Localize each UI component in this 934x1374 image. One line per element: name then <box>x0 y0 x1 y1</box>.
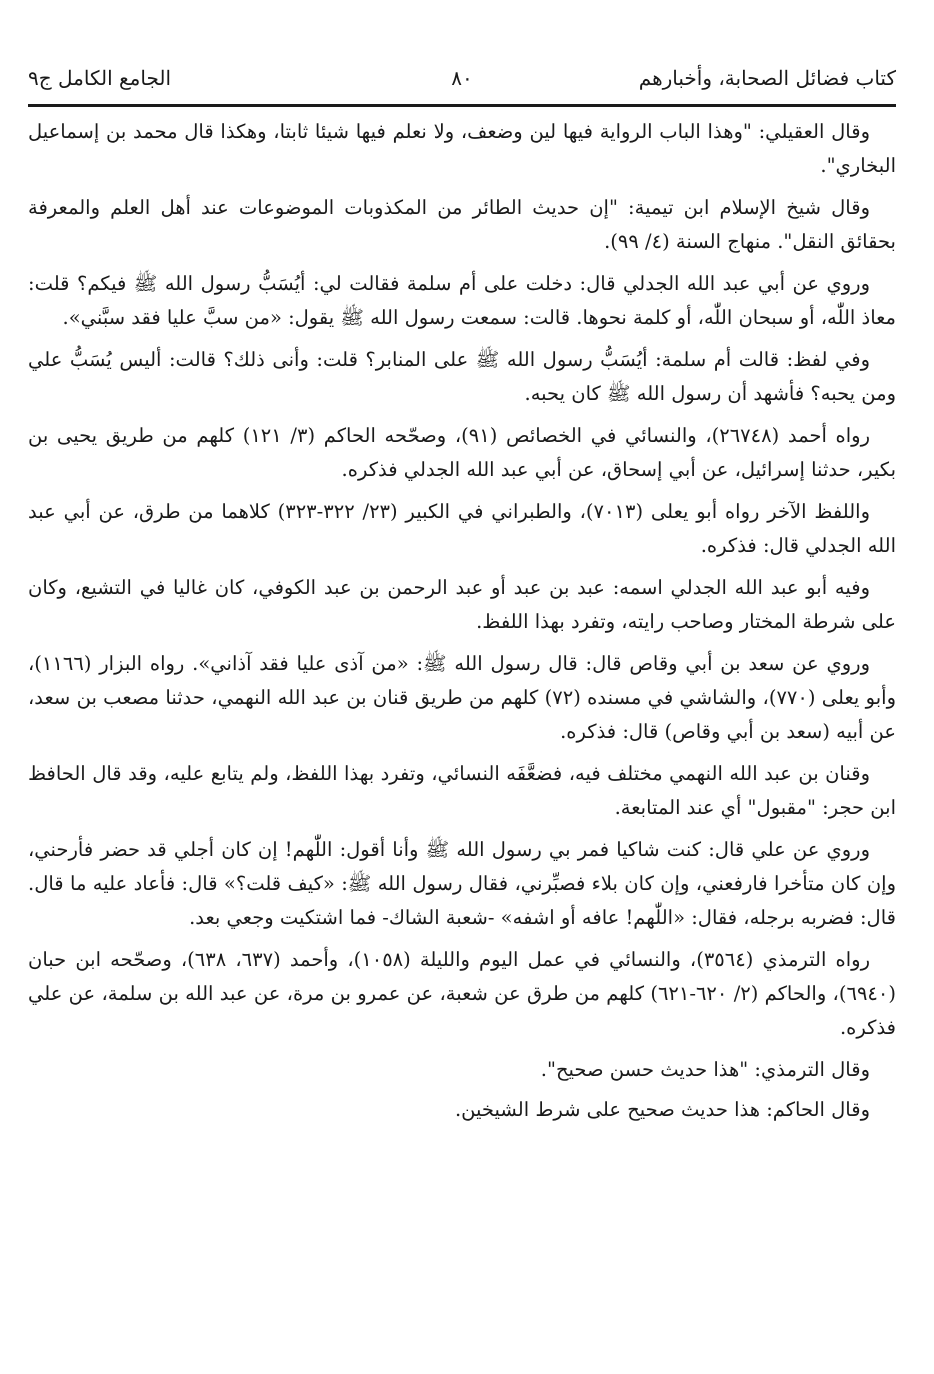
page-number: ٨٠ <box>451 66 473 90</box>
paragraph-9: وقنان بن عبد الله النهمي مختلف فيه، فضعَّفَه النسائي، وتفرد بهذا اللفظ، ولم يتابع عليه، وقد قال الحافظ ابن حجر: "مقبول" أي عند المتابعة. <box>28 762 896 819</box>
page-body <box>28 107 896 1127</box>
paragraph-11: رواه الترمذي (٣٥٦٤)، والنسائي في عمل اليوم والليلة (١٠٥٨)، وأحمد (٦٣٧، ٦٣٨)، وصحّحه ابن حبان (٦٩٤٠)، والحاكم (٢/ ٦٢٠-٦٢١) كلهم من طرق عن شعبة، عن عمرو بن مرة، عن عبد الله بن سلمة، عن علي فذكره. <box>28 948 896 1039</box>
running-header <box>28 60 896 100</box>
paragraph-8: وروي عن سعد بن أبي وقاص قال: قال رسول الله ﷺ: «من آذى عليا فقد آذاني». رواه البزار (١١٦٦)، وأبو يعلى (٧٧٠)، والشاشي في مسنده (٧٢) كلهم من طريق قنان بن عبد الله النهمي، حدثنا مصعب بن سعد، عن أبيه (سعد بن أبي وقاص) قال: فذكره. <box>28 652 896 743</box>
book-title: كتاب فضائل الصحابة، وأخبارهم <box>638 66 896 90</box>
paragraph-10: وروي عن علي قال: كنت شاكيا فمر بي رسول الله ﷺ وأنا أقول: اللّٰهم! إن كان أجلي قد حضر فأرحني، وإن كان متأخرا فارفعني، وإن كان بلاء فصبِّرني، فقال رسول الله ﷺ: «كيف قلت؟» قال: فأعاد عليه ما قال. قال: فضربه برجله، فقال: «اللّٰهم! عافه أو اشفه» -شعبة الشاك- فما اشتكيت وجعي بعد. <box>28 838 896 929</box>
paragraph-2: وقال شيخ الإسلام ابن تيمية: "إن حديث الطائر من المكذوبات الموضوعات عند أهل العلم والمعرفة بحقائق النقل". منهاج السنة (٤/ ٩٩). <box>28 196 896 253</box>
paragraph-1: وقال العقيلي: "وهذا الباب الرواية فيها لين وضعف، ولا نعلم فيها شيئا ثابتا، وهكذا قال محمد بن إسماعيل البخاري". <box>28 120 896 177</box>
paragraph-12: وقال الترمذي: "هذا حديث حسن صحيح". <box>540 1058 870 1081</box>
book-page <box>28 60 896 1133</box>
paragraph-4: وفي لفظ: قالت أم سلمة: أيُسَبُّ رسول الله ﷺ على المنابر؟ قلت: وأنى ذلك؟ قالت: أليس يُسَبُّ علي ومن يحبه؟ فأشهد أن رسول الله ﷺ كان يحبه. <box>28 348 896 405</box>
volume-label: الجامع الكامل ج٩ <box>28 66 172 90</box>
paragraph-3: وروي عن أبي عبد الله الجدلي قال: دخلت على أم سلمة فقالت لي: أيُسَبُّ رسول الله ﷺ فيكم؟ قلت: معاذ اللّٰه، أو سبحان اللّٰه، أو كلمة نحوها. قالت: سمعت رسول الله ﷺ يقول: «من سبَّ عليا فقد سبَّني». <box>28 272 896 329</box>
paragraph-5: رواه أحمد (٢٦٧٤٨)، والنسائي في الخصائص (٩١)، وصحّحه الحاكم (٣/ ١٢١) كلهم من طريق يحيى بن بكير، حدثنا إسرائيل، عن أبي إسحاق، عن أبي عبد الله الجدلي فذكره. <box>28 424 896 481</box>
paragraph-6: واللفظ الآخر رواه أبو يعلى (٧٠١٣)، والطبراني في الكبير (٢٣/ ٣٢٢-٣٢٣) كلاهما من طرق، عن أبي عبد الله الجدلي قال: فذكره. <box>28 500 896 557</box>
paragraph-7: وفيه أبو عبد الله الجدلي اسمه: عبد بن عبد أو عبد الرحمن بن عبد الكوفي، كان غاليا في التشيع، وكان على شرطة المختار وصاحب رايته، وتفرد بهذا اللفظ. <box>28 576 896 633</box>
paragraph-13: وقال الحاكم: هذا حديث صحيح على شرط الشيخين. <box>454 1098 870 1121</box>
